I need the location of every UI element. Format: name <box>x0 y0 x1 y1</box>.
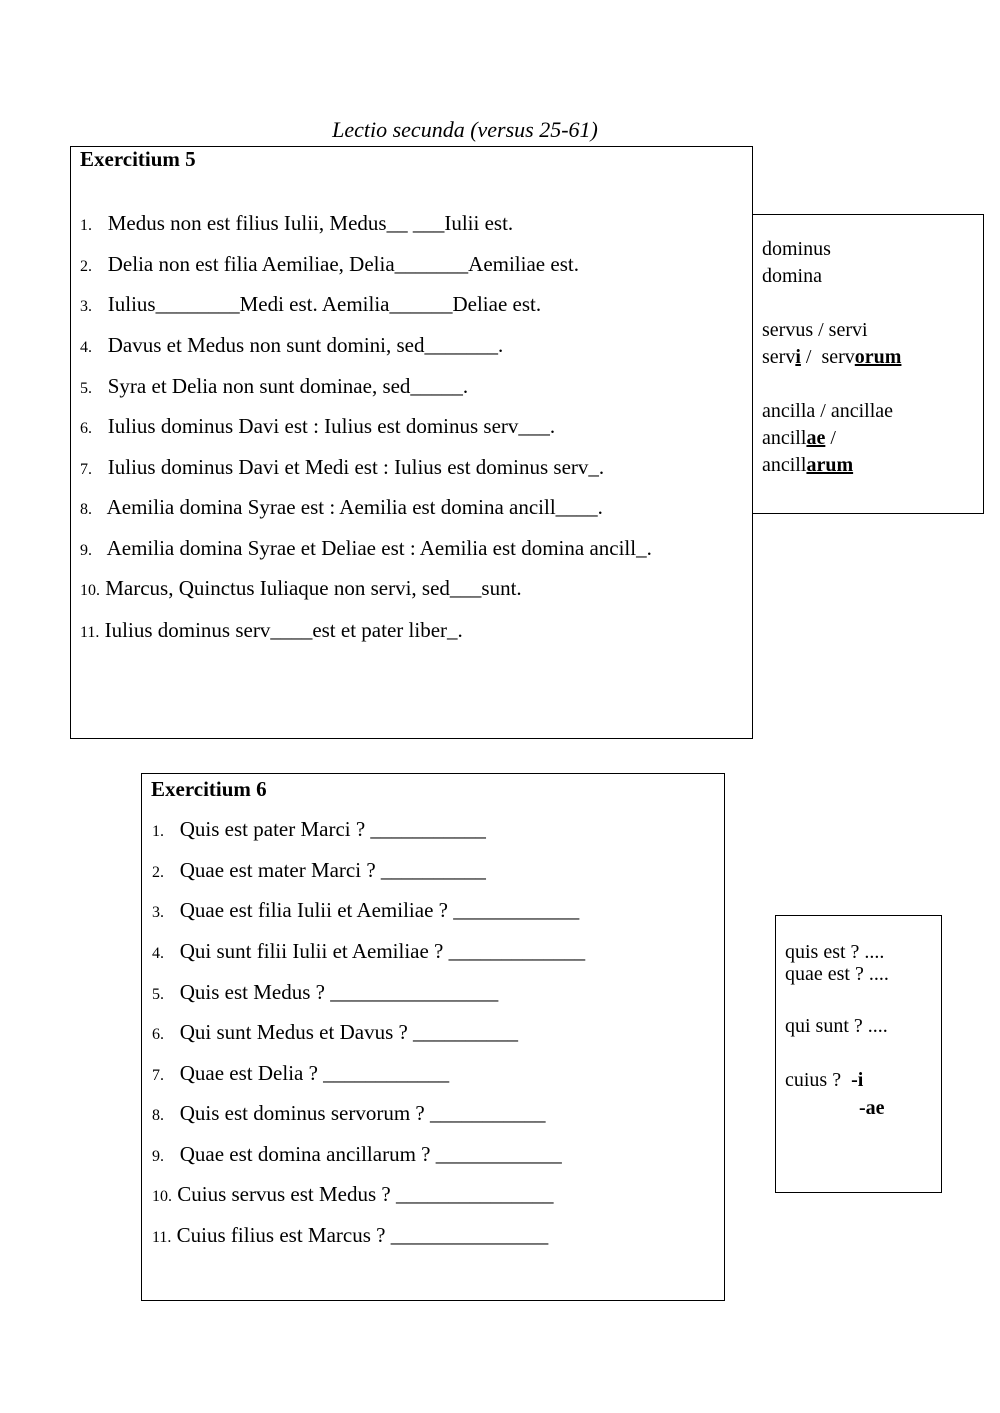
hint-dominus: dominus <box>762 238 831 260</box>
list-item: 4. Davus et Medus non sunt domini, sed_______. <box>80 333 504 357</box>
hint-quae: quae est ? .... <box>785 963 889 985</box>
list-item: 9. Quae est domina ancillarum ? ____________ <box>152 1142 562 1166</box>
exercise-6-box <box>141 773 725 1301</box>
list-item: 2. Quae est mater Marci ? __________ <box>152 858 486 882</box>
list-item: 8. Aemilia domina Syrae est : Aemilia est domina ancill____. <box>80 495 603 519</box>
list-item: 5. Quis est Medus ? ________________ <box>152 980 499 1004</box>
list-item: 1. Quis est pater Marci ? ___________ <box>152 817 486 841</box>
hint-cuius-ae: -ae <box>859 1097 885 1119</box>
hint-ancillae-genitive: ancillae / <box>762 427 836 449</box>
list-item: 1. Medus non est filius Iulii, Medus__ ___Iulii est. <box>80 211 514 235</box>
list-item: 6. Iulius dominus Davi est : Iulius est dominus serv___. <box>80 414 556 438</box>
declension-hint-box <box>752 214 984 514</box>
list-item: 4. Qui sunt filii Iulii et Aemiliae ? _____________ <box>152 939 586 963</box>
list-item: 5. Syra et Delia non sunt dominae, sed_____. <box>80 374 469 398</box>
list-item: 8. Quis est dominus servorum ? ___________ <box>152 1101 546 1125</box>
list-item: 7. Quae est Delia ? ____________ <box>152 1061 450 1085</box>
hint-qui: qui sunt ? .... <box>785 1015 888 1037</box>
hint-domina: domina <box>762 265 822 287</box>
list-item: 6. Qui sunt Medus et Davus ? __________ <box>152 1020 519 1044</box>
list-item: 3. Quae est filia Iulii et Aemiliae ? ____________ <box>152 898 580 922</box>
list-item: 10. Marcus, Quinctus Iuliaque non servi, sed___sunt. <box>80 576 522 600</box>
exercise-6-title: Exercitium 6 <box>151 777 267 801</box>
list-item: 2. Delia non est filia Aemiliae, Delia_______Aemiliae est. <box>80 252 579 276</box>
question-hint-box <box>775 915 942 1193</box>
list-item: 11. Cuius filius est Marcus ? _______________ <box>152 1223 549 1247</box>
hint-ancillarum-genitive: ancillarum <box>762 454 854 476</box>
list-item: 9. Aemilia domina Syrae et Deliae est : Aemilia est domina ancill_. <box>80 536 652 560</box>
hint-cuius: cuius ? -i <box>785 1069 864 1091</box>
exercise-5-box <box>70 146 753 739</box>
hint-servi-genitive: servi / servorum <box>762 346 902 368</box>
list-item: 11. Iulius dominus serv____est et pater liber_. <box>80 618 463 642</box>
hint-servus: servus / servi <box>762 319 868 341</box>
list-item: 10. Cuius servus est Medus ? _______________ <box>152 1182 554 1206</box>
list-item: 3. Iulius________Medi est. Aemilia______Deliae est. <box>80 292 542 316</box>
hint-quis: quis est ? .... <box>785 941 885 963</box>
page-title: Lectio secunda (versus 25-61) <box>332 117 598 142</box>
list-item: 7. Iulius dominus Davi et Medi est : Iulius est dominus serv_. <box>80 455 605 479</box>
exercise-5-title: Exercitium 5 <box>80 147 196 171</box>
hint-ancilla: ancilla / ancillae <box>762 400 894 422</box>
